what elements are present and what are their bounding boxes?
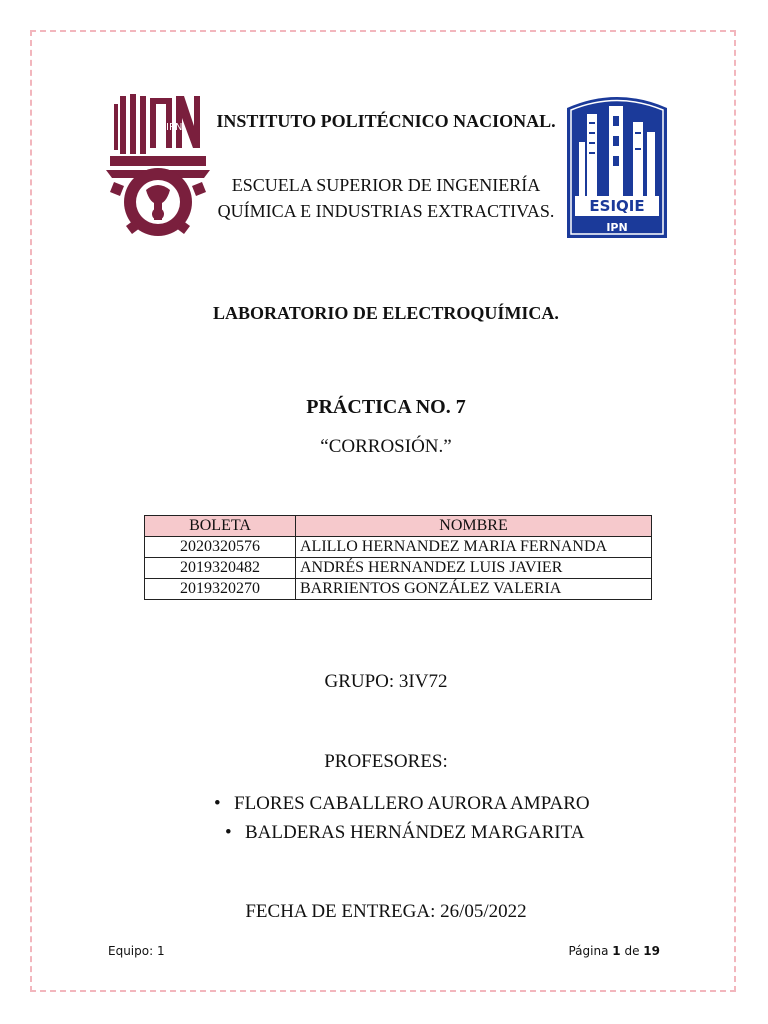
svg-text:ESIQIE: ESIQIE — [589, 197, 645, 215]
lab-name: LABORATORIO DE ELECTROQUÍMICA. — [213, 303, 559, 323]
table-row — [145, 558, 652, 579]
ipn-logo — [106, 90, 210, 238]
boleta-cell: 2019320270 — [145, 579, 296, 600]
header-boleta: BOLETA — [145, 516, 296, 537]
nombre-cell: ALILLO HERNANDEZ MARIA FERNANDA — [296, 537, 652, 558]
nombre-cell: BARRIENTOS GONZÁLEZ VALERIA — [296, 579, 652, 600]
students-table — [144, 515, 652, 600]
page-current: 1 — [612, 944, 621, 958]
boleta-cell: 2019320482 — [145, 558, 296, 579]
nombre-cell: ANDRÉS HERNANDEZ LUIS JAVIER — [296, 558, 652, 579]
esiqie-logo — [565, 92, 669, 240]
svg-text:IPN: IPN — [606, 221, 628, 234]
header-nombre: NOMBRE — [296, 516, 652, 537]
page-prefix: Página — [568, 944, 609, 958]
school-name: ESCUELA SUPERIOR DE INGENIERÍA QUÍMICA E INDUSTRIAS EXTRACTIVAS. — [217, 175, 555, 221]
group-label: GRUPO: 3IV72 — [324, 671, 448, 692]
table-row — [145, 579, 652, 600]
professors-list — [214, 789, 590, 847]
professor-item: • FLORES CABALLERO AURORA AMPARO — [214, 789, 590, 818]
footer-team: Equipo: 1 — [108, 944, 165, 958]
institute-name: INSTITUTO POLITÉCNICO NACIONAL. — [216, 111, 556, 131]
delivery-date: FECHA DE ENTREGA: 26/05/2022 — [245, 901, 527, 922]
table-row — [145, 537, 652, 558]
table-header-row — [145, 516, 652, 537]
footer-page-number — [568, 944, 660, 958]
page-total: 19 — [643, 944, 660, 958]
page-of: de — [624, 944, 640, 958]
boleta-cell: 2020320576 — [145, 537, 296, 558]
svg-text:IPN: IPN — [166, 122, 183, 133]
practice-number: PRÁCTICA NO. 7 — [306, 396, 466, 418]
practice-title: “CORROSIÓN.” — [320, 436, 452, 457]
professors-label: PROFESORES: — [324, 751, 448, 772]
professor-item: • BALDERAS HERNÁNDEZ MARGARITA — [225, 818, 590, 847]
